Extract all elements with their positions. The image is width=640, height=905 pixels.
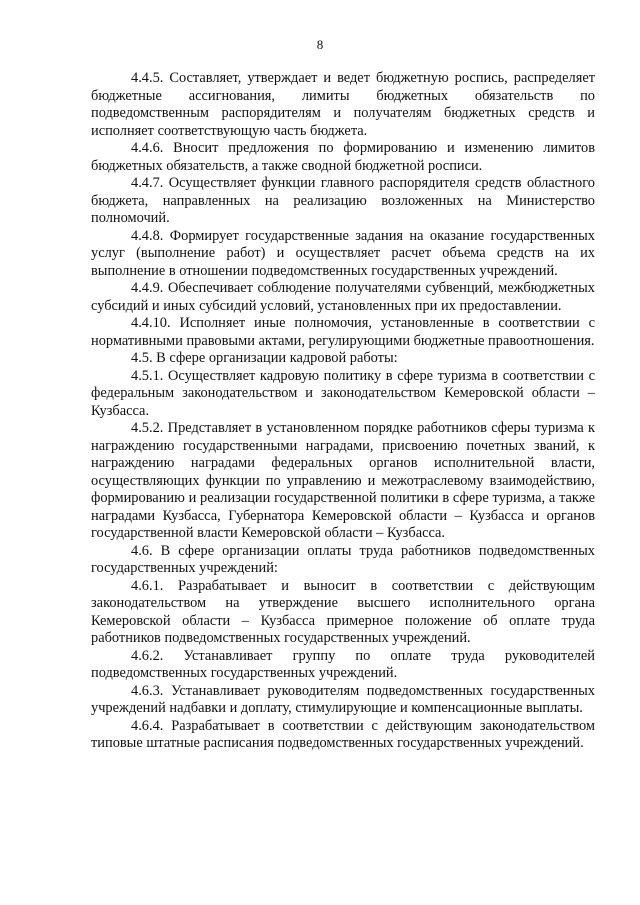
paragraph-4-4-9: 4.4.9. Обеспечивает соблюдение получателями субвенций, межбюджетных субсидий и иных субсидий условий, установленных при их предоставлении.	[91, 280, 595, 314]
paragraph-4-5-1: 4.5.1. Осуществляет кадровую политику в сфере туризма в соответствии с федеральным законодательством и законодательством Кемеровской области – Кузбасса.	[91, 367, 595, 419]
paragraph-4-4-8: 4.4.8. Формирует государственные задания на оказание государственных услуг (выполнение работ) и осуществляет расчет объема средств на их выполнение в отношении подведомственных государственных учреждений.	[91, 227, 595, 279]
paragraph-4-6-1: 4.6.1. Разрабатывает и выносит в соответствии с действующим законодательством на утверждение высшего исполнительного органа Кемеровской области – Кузбасса примерное положение об оплате труда работников подведомственных государственных учреждений.	[91, 577, 595, 646]
paragraph-4-4-10: 4.4.10. Исполняет иные полномочия, установленные в соответствии с нормативными правовыми актами, регулирующими бюджетные правоотношения.	[91, 315, 595, 349]
section-heading-4-6: 4.6. В сфере организации оплаты труда работников подведомственных государственных учреждений:	[91, 542, 595, 576]
paragraph-4-4-6: 4.4.6. Вносит предложения по формированию и изменению лимитов бюджетных обязательств, а также сводной бюджетной росписи.	[91, 140, 595, 174]
paragraph-4-6-4: 4.6.4. Разрабатывает в соответствии с действующим законодательством типовые штатные расписания подведомственных государственных учреждений.	[91, 717, 595, 751]
paragraph-4-5-2: 4.5.2. Представляет в установленном порядке работников сферы туризма к награждению государственными наградами, присвоению почетных званий, к награждению наградами федеральных органов исполнительной власти, осуществляющих функции по управлению и межотраслевому взаимодействию, формированию и реализации государственной политики в сфере туризма, а также наградами Кузбасса, Губернатора Кемеровской области – Кузбасса и органов государственной власти Кемеровской области – Кузбасса.	[91, 420, 595, 541]
paragraph-4-6-3: 4.6.3. Устанавливает руководителям подведомственных государственных учреждений надбавки и доплату, стимулирующие и компенсационные выплаты.	[91, 682, 595, 716]
body-text	[91, 70, 595, 753]
page-number: 8	[316, 37, 324, 52]
paragraph-4-4-7: 4.4.7. Осуществляет функции главного распорядителя средств областного бюджета, направленных на реализацию возложенных на Министерство полномочий.	[91, 175, 595, 226]
section-heading-4-5: 4.5. В сфере организации кадровой работы:	[131, 350, 398, 366]
paragraph-4-6-2: 4.6.2. Устанавливает группу по оплате труда руководителей подведомственных государственных учреждений.	[91, 647, 595, 681]
paragraph-4-4-5: 4.4.5. Составляет, утверждает и ведет бюджетную роспись, распределяет бюджетные ассигнования, лимиты бюджетных обязательств по подведомственным распорядителям и получателям бюджетных средств и исполняет соответствующую часть бюджета.	[91, 70, 595, 139]
